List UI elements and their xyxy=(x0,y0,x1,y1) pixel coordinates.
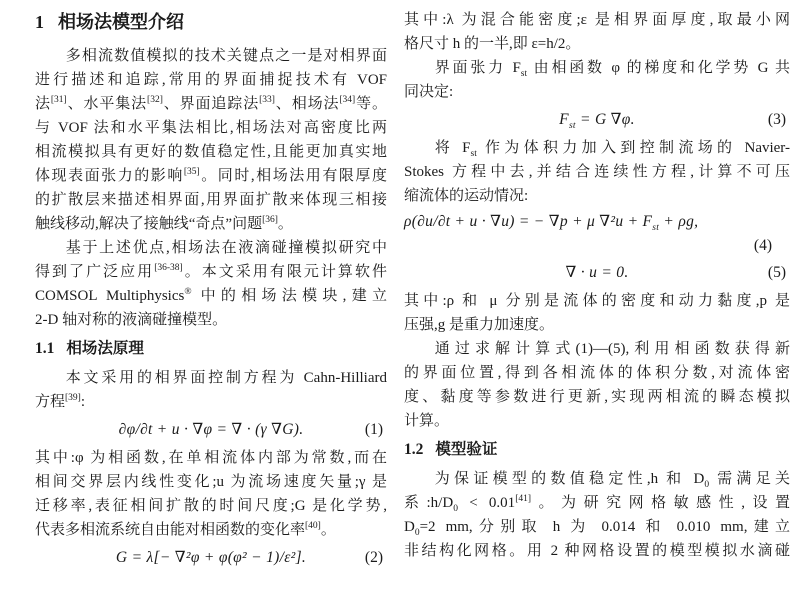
equation-number: (5) xyxy=(767,264,786,281)
equation-2 xyxy=(35,544,387,572)
text-line: 其中:λ 为混合能密度;ε 是相界面厚度,取最小网 xyxy=(404,12,790,28)
subsection-heading xyxy=(35,337,387,361)
equation-formula: ∇ · u = 0. xyxy=(565,264,629,281)
equation-number: (2) xyxy=(364,549,383,566)
subsection-number: 1.1 xyxy=(35,340,55,357)
text-line: 为保证模型的数值稳定性,h 和 $D_0$ 需满足关 xyxy=(434,471,790,490)
text-line: Stokes 方程中去,并结合连续性方程,计算不可压 xyxy=(404,164,790,180)
text-line: 度、黏度等参数进行更新,实现两相流的瞬态模拟 xyxy=(404,389,790,405)
text-line: 其中:φ 为相函数,在单相流体内部为常数,而在 xyxy=(35,450,387,466)
text-line: 将 $F_{st}$ 作为体积力加入到控制流场的 Navier- xyxy=(434,140,790,159)
left-column xyxy=(35,8,387,574)
equation-formula: $F_{st} = G$ ∇φ. xyxy=(559,111,635,132)
text-line: 基于上述优点,相场法在液滴碰撞模拟研究中 xyxy=(65,240,387,256)
paragraph-lines xyxy=(404,56,790,80)
text-line: 的扩散层来描述相界面,用界面扩散来体现三相接 xyxy=(35,192,387,208)
text-line: 2-D 轴对称的液滴碰撞模型。 xyxy=(35,312,228,328)
paragraph-lines xyxy=(35,446,387,518)
text-line: 的界面位置,得到各相流体的体积分数,对流体密 xyxy=(404,365,790,381)
text-line: COMSOL Multiphysics® 中的相场法模块,建立 xyxy=(35,287,387,304)
text-line: 触线移动,解决了接触线“奇点”问题[36]。 xyxy=(35,215,293,232)
paragraph xyxy=(35,44,387,236)
text-line: 缩流体的运动情况: xyxy=(404,188,529,204)
text-line: 得到了广泛应用[36-38]。本文采用有限元计算软件 xyxy=(35,263,387,280)
text-line: 相流模拟具有更好的数值稳定性,且能更加真实地 xyxy=(35,144,387,160)
paragraph xyxy=(35,446,387,542)
text-line: 同决定: xyxy=(404,84,454,100)
paragraph-lines xyxy=(404,8,790,32)
paragraph-lines xyxy=(404,467,790,563)
text-line: 通过求解计算式(1)—(5),利用相函数获得新 xyxy=(434,341,790,357)
text-line: 界面张力 $F_{st}$ 由相函数 φ 的梯度和化学势 G 共 xyxy=(434,60,791,79)
paragraph-lines xyxy=(404,289,790,313)
text-line: 压强,g 是重力加速度。 xyxy=(404,317,555,333)
equation-formula: ∂φ/∂t + u · ∇φ = ∇ · (γ ∇G). xyxy=(118,421,304,438)
text-line: 多相流数值模拟的技术关键点之一是对相界面 xyxy=(65,48,387,64)
text-line: 非结构化网格。用 2 种网格设置的模型模拟水滴碰 xyxy=(404,543,790,559)
section-number: 1 xyxy=(35,12,44,32)
equation-4 xyxy=(404,210,790,257)
paragraph xyxy=(35,366,387,414)
text-line: 体现表面张力的影响[35]。同时,相场法用有限厚度 xyxy=(35,167,387,184)
text-line: 迁移率,表征相间扩散的时间尺度;G 是化学势, xyxy=(35,498,387,514)
text-line: 法[31]、水平集法[32]、界面追踪法[33]、相场法[34]等。 xyxy=(35,95,387,112)
paragraph-lines xyxy=(35,44,387,212)
paragraph xyxy=(404,467,790,563)
text-line: 本文采用的相界面控制方程为 Cahn-Hilliard xyxy=(65,370,387,386)
text-line: 格尺寸 h 的一半,即 ε=h/2。 xyxy=(404,36,581,52)
text-line: 相间交界层内线性变化;u 为流场速度矢量;γ 是 xyxy=(35,474,387,490)
paragraph-lines xyxy=(404,136,790,184)
equation-1 xyxy=(35,416,387,444)
equation-formula: ρ(∂u/∂t + u · ∇u) = − ∇p + μ $\nabla^2u + F_{st} + \rho g$, xyxy=(404,213,699,234)
section-title: 相场法模型介绍 xyxy=(58,12,184,32)
equation-number: (3) xyxy=(767,111,786,128)
text-line: $D_0=2$ mm,分别取 h 为 0.014 和 0.010 mm,建立 xyxy=(404,519,790,538)
text-line: 其中:ρ 和 μ 分别是流体的密度和动力黏度,p 是 xyxy=(404,293,790,309)
text-line: 计算。 xyxy=(404,413,450,429)
paragraph xyxy=(404,337,790,433)
paragraph xyxy=(404,136,790,208)
text-line: 系$:h/D_0 < 0.01[41]$。为研究网格敏感性,设置 xyxy=(404,494,790,514)
section-heading xyxy=(35,8,387,36)
text-line: 进行描述和追踪,常用的界面捕捉技术有 VOF xyxy=(35,72,387,88)
paragraph xyxy=(35,236,387,332)
equation-number: (4) xyxy=(753,237,772,254)
paragraph xyxy=(404,289,790,337)
subsection-title: 模型验证 xyxy=(435,441,498,458)
subsection-number: 1.2 xyxy=(404,441,424,458)
paragraph-lines xyxy=(404,337,790,409)
paragraph-lines xyxy=(35,236,387,308)
text-line: 代表多相流系统自由能对相函数的变化率[40]。 xyxy=(35,521,336,538)
equation-formula: G = λ[− ∇²φ + φ(φ² − 1)/ε²]. xyxy=(115,549,307,566)
paragraph xyxy=(404,56,790,104)
equation-number: (1) xyxy=(364,421,383,438)
subsection-heading xyxy=(404,438,790,462)
text-line: 方程[39]: xyxy=(35,393,86,410)
subsection-title: 相场法原理 xyxy=(66,340,144,357)
paragraph xyxy=(404,8,790,56)
equation-3 xyxy=(404,106,790,134)
paragraph-lines xyxy=(35,366,387,390)
right-column xyxy=(404,8,790,563)
equation-5 xyxy=(404,259,790,287)
text-line: 与 VOF 法和水平集法相比,相场法对高密度比两 xyxy=(35,120,387,136)
